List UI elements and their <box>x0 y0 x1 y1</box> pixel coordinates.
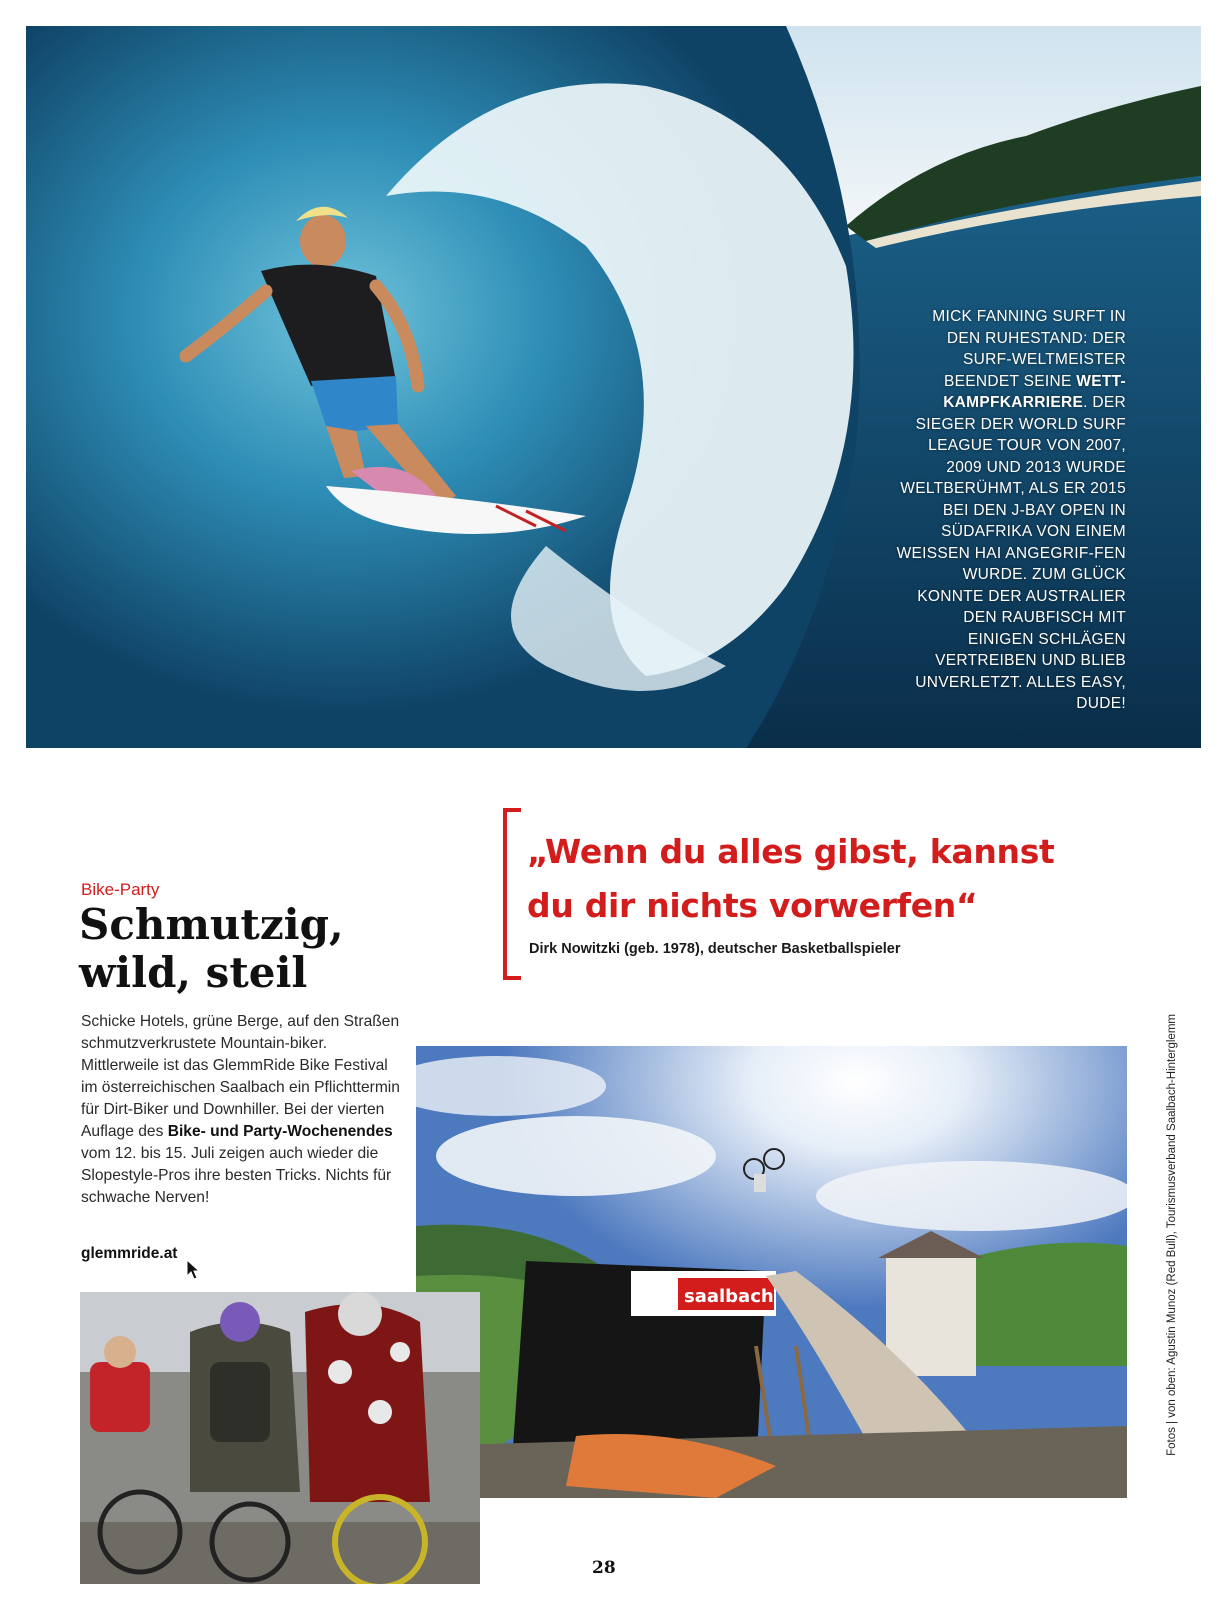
article-headline <box>79 901 399 997</box>
glemmride-link[interactable]: glemmride.at <box>81 1245 178 1262</box>
bike-jump-photo-image <box>416 1046 1127 1498</box>
bike-jump-photo <box>416 1046 1127 1498</box>
article-headline-line-1: Schmutzig, <box>79 900 344 949</box>
article-body-text: Schicke Hotels, grüne Berge, auf den Straßen schmutzverkrustete Mountain-biker. Mittlerweile ist das GlemmRide Bike Festival im österreichischen Saalbach ein Pflichttermin für Dirt-Biker und Downhiller. Bei der vierten Auflage des <box>81 1013 400 1140</box>
quote-line-2: du dir nichts vorwerfen“ <box>527 886 978 925</box>
article-headline-line-2: wild, steil <box>79 948 308 997</box>
photo-credit: Fotos | von oben: Agustin Munoz (Red Bull), Tourismusverband Saalbach-Hinterglemm <box>1166 1014 1178 1456</box>
quote-author: Dirk Nowitzki (geb. 1978), deutscher Basketballspieler <box>529 941 901 957</box>
bike-crowd-photo <box>80 1292 480 1584</box>
quote <box>527 825 1147 933</box>
surf-caption-bold: WETT-KAMPFKARRIERE <box>943 372 1126 411</box>
bike-crowd-photo-image <box>80 1292 480 1584</box>
surf-caption-text-2: . DER SIEGER DER WORLD SURF LEAGUE TOUR VON 2007, 2009 UND 2013 WURDE WELTBERÜHMT, ALS ER 2015 BEI DEN J-BAY OPEN IN SÜDAFRIKA VON EINEM WEISSEN HAI ANGEGRIF-FEN WURDE. ZUM GLÜCK KONNTE DER AUSTRALIER DEN RAUBFISCH MIT EINIGEN SCHLÄGEN VERTREIBEN UND BLIEB UNVERLETZT. ALLES EASY, DUDE! <box>896 394 1126 712</box>
article-body-bold: Bike- und Party-Wochenendes <box>167 1123 393 1140</box>
article-body-text-2: vom 12. bis 15. Juli zeigen auch wieder die Slopestyle-Pros ihre besten Tricks. Nichts für schwache Nerven! <box>81 1145 392 1206</box>
quote-line-1: „Wenn du alles gibst, kannst <box>527 832 1055 871</box>
surf-caption <box>896 306 1126 715</box>
mouse-cursor-icon <box>186 1259 200 1281</box>
surf-photo <box>26 26 1201 748</box>
saalbach-banner-text: saalbach <box>684 1286 774 1307</box>
page-number: 28 <box>592 1558 616 1578</box>
photo-credit-wrapper <box>1158 1014 1186 1502</box>
quote-bracket <box>503 808 521 980</box>
surf-caption-text: MICK FANNING SURFT IN DEN RUHESTAND: DER SURF-WELTMEISTER BEENDET SEINE <box>932 308 1126 390</box>
article-kicker: Bike-Party <box>81 880 160 899</box>
article-body <box>81 1011 401 1209</box>
